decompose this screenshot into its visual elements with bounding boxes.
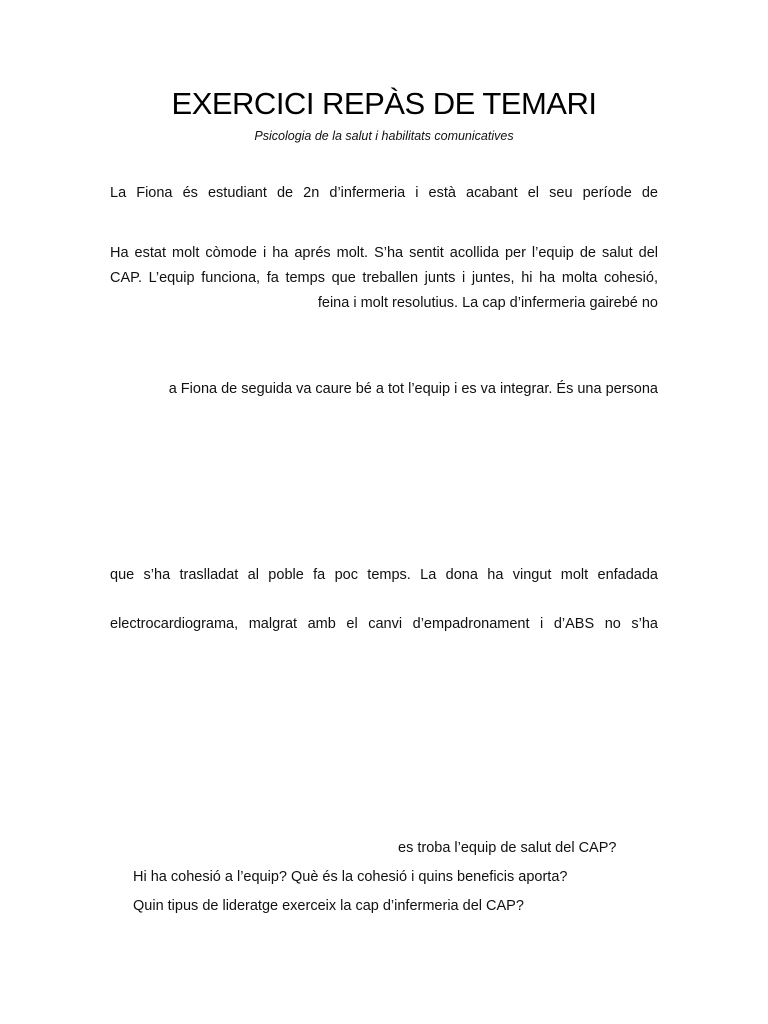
paragraph-line: a Fiona de seguida va caure bé a tot l’equip i es va integrar. És una persona (168, 381, 658, 397)
paragraph-line: que s’ha traslladat al poble fa poc temps. La dona ha vingut molt enfadada (110, 567, 658, 583)
paragraph-line: La Fiona és estudiant de 2n d’infermeria i està acabant el seu període de (110, 185, 658, 201)
paragraph-line: CAP. L’equip funciona, fa temps que treballen junts i juntes, hi ha molta cohesió, (110, 270, 658, 286)
question-line: es troba l’equip de salut del CAP? (398, 840, 617, 856)
document-title: EXERCICI REPÀS DE TEMARI (171, 86, 597, 121)
paragraph-line: Ha estat molt còmode i ha aprés molt. S’ha sentit acollida per l’equip de salut del (110, 245, 658, 261)
paragraph-line: electrocardiograma, malgrat amb el canvi d’empadronament i d’ABS no s’ha (110, 616, 658, 632)
question-line: Quin tipus de lideratge exerceix la cap d’infermeria del CAP? (133, 898, 524, 914)
question-line: Hi ha cohesió a l’equip? Què és la cohesió i quins beneficis aporta? (133, 869, 568, 885)
paragraph-line: feina i molt resolutius. La cap d’infermeria gairebé no (317, 295, 658, 311)
document-subtitle: Psicologia de la salut i habilitats comunicatives (254, 129, 514, 143)
